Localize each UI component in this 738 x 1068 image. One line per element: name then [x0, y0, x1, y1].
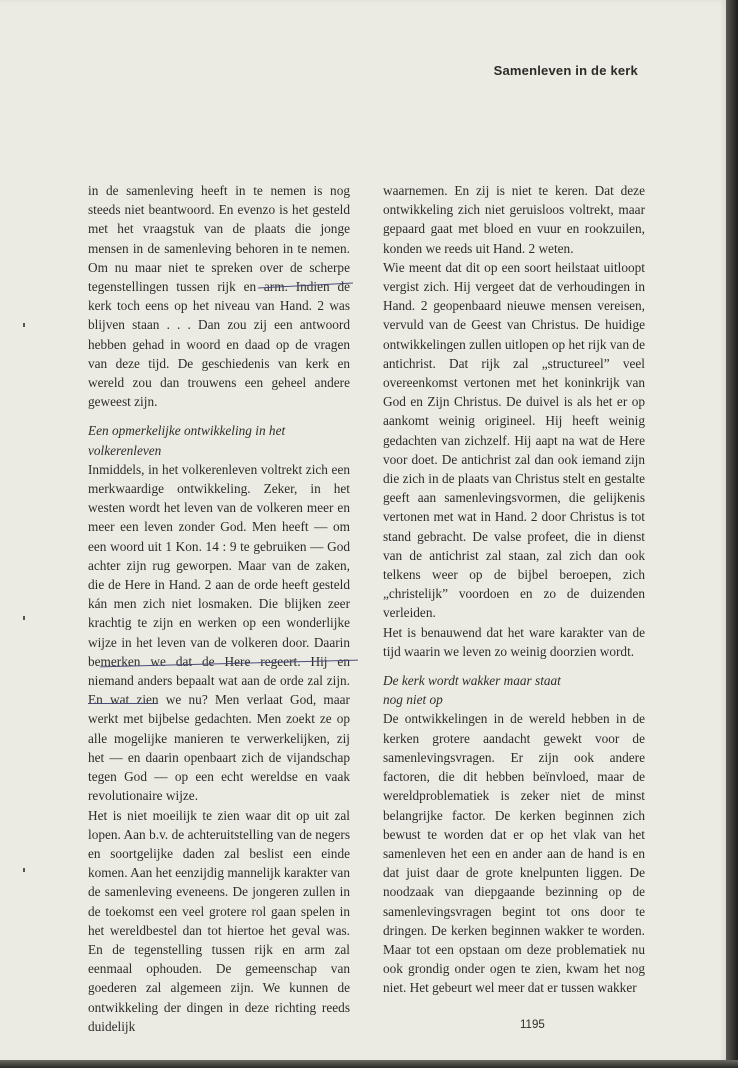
- spacer: [383, 661, 645, 671]
- margin-mark: [23, 616, 25, 620]
- paragraph: Het is benauwend dat het ware karakter van de tijd waarin we leven zo weinig doorzien wordt.: [383, 624, 645, 659]
- paragraph: Wie meent dat dit op een soort heilstaat uitloopt vergist zich. Hij vergeet dat de verhoudingen in Hand. 2 geopenbaard nieuwe mensen vereisen, vervuld van de Geest van Christus. De huidige ontwikkelingen zullen uitlopen op het rijk van de antichrist. Dat rijk zal „structureel” veel overeenkomst vertonen met het koninkrijk van God en Zijn Christus. De duivel is als het er op aankomt weinig origineel. Hij heeft weinig gedachten van zichzelf. Hij aapt na wat de Here voor doet. De antichrist zal dan ook iemand zijn die zich in de plaats van Christus stelt en gestalte geeft aan samenlevingsvormen, die gelijkenis vertonen met wat in Hand. 2 door Christus is tot stand gebracht. De valse profeet, die in dienst van de antichrist zal staan, zal zich dan ook telkens weer op de bijbel beroepen, zich „christelijk” voordoen en zo de duizenden verleiden.: [383, 259, 645, 621]
- page-edge-shadow: [726, 0, 738, 1068]
- paragraph: Het is niet moeilijk te zien waar dit op uit zal lopen. Aan b.v. de achteruitstelling van de negers en soortgelijke daden zal beslist een einde komen. Aan het eenzijdig mannelijk karakter van de samenleving eveneens. De jongeren zullen in de toekomst een veel grotere rol gaan spelen in het wereldbestel dan tot hiertoe het geval was. En de tegenstelling tussen rijk en arm zal eenmaal ophouden. De gemeenschap van goederen zal algemeen zijn. We kunnen de ontwikkeling der dingen in deze richting reeds duidelijk: [88, 807, 350, 1034]
- paragraph: Inmiddels, in het volkerenleven voltrekt zich een merkwaardige ontwikkeling. Zeker, in het westen wordt het leven van de volkeren meer en meer een leven zonder God. Men heeft — om een woord uit 1 Kon. 14 : 9 te gebruiken — God achter zijn rug geworpen. Maar van de zaken, die de Here in Hand. 2 aan de orde heeft gesteld kán men zich niet losmaken. Die blijken zeer krachtig te zijn en werken op een wonderlijke wijze in het leven van de volkeren door. Daarin bemerken we dat de Here regeert. Hij en niemand anders bepaalt wat aan de orde zal zijn. En wat zien we nu? Men verlaat God, maar werkt met bijbelse gedachten. Men zoekt ze op alle mogelijke manieren te verwerkelijken, zij het — en daarin openbaart zich de vijandschap tegen God — op een echt wereldse en vaak revolutionaire wijze.: [88, 461, 350, 804]
- section-heading: De kerk wordt wakker maar staat nog niet op: [383, 673, 561, 708]
- paragraph: waarnemen. En zij is niet te keren. Dat deze ontwikkeling zich niet geruisloos voltrekt, maar gepaard gaat met bloed en vuur en rookzuilen, konden we reeds uit Hand. 2 weten.: [383, 183, 645, 256]
- page-number: 1195: [520, 1019, 545, 1031]
- right-column: [383, 181, 645, 998]
- spacer: [88, 411, 350, 421]
- margin-mark: [23, 868, 25, 872]
- margin-mark: [23, 323, 25, 327]
- section-heading: Een opmerkelijke ontwikkeling in het volkerenleven: [88, 423, 286, 458]
- left-column: [88, 181, 350, 1036]
- pencil-underline: [88, 703, 158, 704]
- paragraph: in de samenleving heeft in te nemen is nog steeds niet beantwoord. En evenzo is het gesteld met het vraagstuk van de plaats die jonge mensen in de samenleving behoren in te nemen. Om nu maar niet te spreken over de scherpe tegenstellingen tussen rijk en arm. Indien de kerk toch eens op het niveau van Hand. 2 was blijven staan . . . Dan zou zij een antwoord hebben gehad in woord en daad op de vragen van deze tijd. De geschiedenis van kerk en wereld zou dan trouwens een geheel andere geweest zijn.: [88, 183, 350, 410]
- page-edge-shadow: [0, 1060, 738, 1068]
- running-head: Samenleven in de kerk: [493, 63, 638, 78]
- paragraph: De ontwikkelingen in de wereld hebben in de kerken grotere aandacht gewekt voor de samenlevingsvragen. Er zijn ook andere factoren, die dit hebben beïnvloed, maar de wereldproblematiek is zeker niet de minst belangrijke factor. De kerken beginnen zich bewust te worden dat er op het vlak van het samenleven het een en ander aan de hand is en dat juist daar de grote knelpunten liggen. De noodzaak van diepgaande bezinning op de samenlevingsvragen begint tot ons door te dringen. De kerken beginnen wakker te worden. Maar tot een opstaan om deze problematiek nu ook grondig onder ogen te zien, kwam het nog niet. Het gebeurt wel meer dat er tussen wakker: [383, 711, 645, 996]
